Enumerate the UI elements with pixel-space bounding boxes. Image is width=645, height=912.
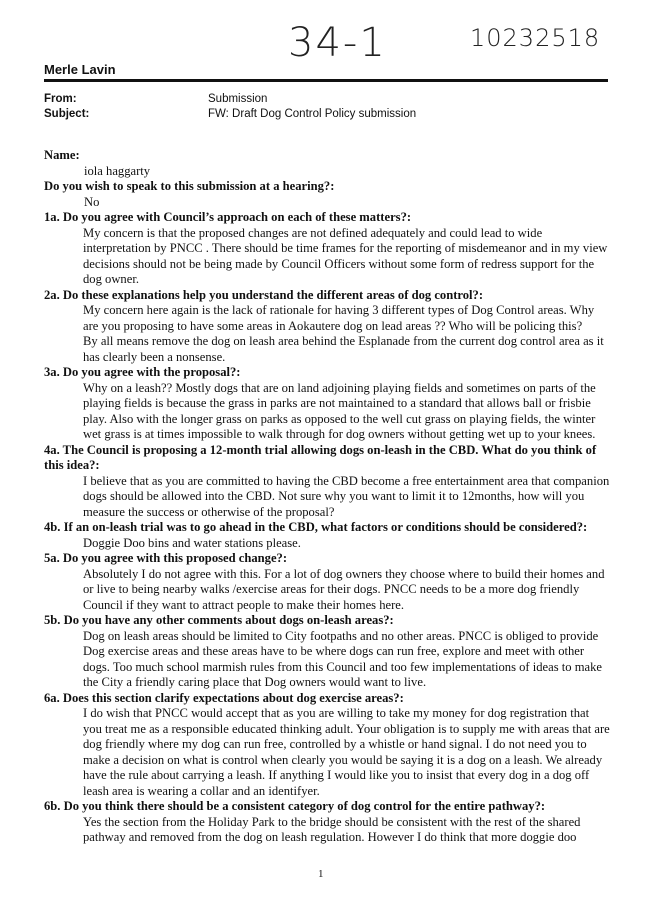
from-value: Submission (208, 93, 268, 105)
answer-paragraph: Why on a leash?? Mostly dogs that are on land adjoining playing fields and sometimes on parts of the playing fields is because the grass in parks are not maintained to a standard that allows ball or frisbie play. Also with the longer grass on parks as opposed to the well cut grass on playing fields, the winter wet grass is at times impossible to walk through for dog owners without getting wet up to your knees. (83, 380, 596, 441)
handwritten-reference-1: 34-1 (288, 20, 387, 66)
question-list (44, 210, 610, 846)
answer-paragraph: My concern here again is the lack of rationale for having 3 different types of Dog Control areas. Why are you proposing to have some areas in Aokautere dog on lead areas ?? Who will be policing this? (83, 303, 595, 333)
hearing-question: Do you wish to speak to this submission at a hearing?: (44, 179, 335, 193)
submission-body (44, 148, 610, 846)
subject-label: Subject: (44, 108, 90, 120)
handwritten-reference-2: 10232518 (470, 24, 601, 52)
question-heading: 6a. Does this section clarify expectations about dog exercise areas?: (44, 690, 404, 705)
answer-paragraph: I believe that as you are committed to having the CBD become a free entertainment area that companion dogs should be allowed into the CBD. Not sure why you want to limit it to 12months, how will you measure the success or otherwise of the proposal? (83, 473, 610, 519)
answer-paragraph: By all means remove the dog on leash area behind the Esplanade from the current dog control area as it has clearly been a nonsense. (83, 334, 604, 364)
page-number: 1 (318, 868, 324, 880)
question-heading: 6b. Do you think there should be a consistent category of dog control for the entire pathway?: (44, 799, 546, 813)
question-heading: 4b. If an on-leash trial was to go ahead in the CBD, what factors or conditions should be considered?: (44, 520, 588, 534)
email-author: Merle Lavin (44, 62, 116, 77)
hearing-answer: No (84, 194, 100, 209)
answer-paragraph: I do wish that PNCC would accept that as you are willing to take my money for dog registration that you treat me as a responsible educated thinking adult. Your obligation is to supply me with areas that are dog friendly where my dog can run free, controlled by a whistle or hand signal. I do not need you to make a decision on what is control when clearly you would be saying it is a dog on a leash. We already have the rule about carrying a leash. If anything I would like you to insist that every dog in a dog off leash area is wearing a collar and an identifyer. (83, 706, 610, 798)
answer-paragraph: Doggie Doo bins and water stations please. (83, 535, 301, 550)
subject-value: FW: Draft Dog Control Policy submission (208, 108, 417, 120)
question-heading: 5a. Do you agree with this proposed change?: (44, 551, 288, 565)
name-value: iola haggarty (84, 163, 151, 178)
header-rule (44, 79, 608, 82)
answer-paragraph: Absolutely I do not agree with this. For a lot of dog owners they choose where to build their homes and or live to being nearby walks /exercise areas for their dogs. PNCC needs to be a more dog friendly Council if they want to attract people to make their homes here. (83, 566, 605, 612)
question-heading: 3a. Do you agree with the proposal?: (44, 365, 241, 379)
answer-paragraph: My concern is that the proposed changes are not defined adequately and could lead to wide interpretation by PNCC . There should be time frames for the reporting of misdemeanor and in my view decisions should not be being made by Council Officers without some form of redress support for the dog owner. (83, 225, 608, 286)
name-label: Name: (44, 148, 80, 162)
question-heading: 5b. Do you have any other comments about dogs on-leash areas?: (44, 613, 394, 627)
question-heading: 4a. The Council is proposing a 12-month trial allowing dogs on-leash in the CBD. What do you think of this idea?: (44, 442, 597, 472)
from-label: From: (44, 93, 77, 105)
question-heading: 1a. Do you agree with Council’s approach on each of these matters?: (44, 210, 412, 224)
question-heading: 2a. Do these explanations help you understand the different areas of dog control?: (44, 287, 484, 302)
answer-paragraph: Dog on leash areas should be limited to City footpaths and no other areas. PNCC is obliged to provide Dog exercise areas and these areas have to be where dogs can run free, explore and meet with other dogs. Too much school marmish rules from this Council and too few implementations of ideas to make the City a friendly caring place that Dog owners would want to live. (83, 628, 602, 689)
answer-paragraph: Yes the section from the Holiday Park to the bridge should be consistent with the rest of the shared pathway and removed from the dog on leash regulation. However I do think that more doggie doo (83, 814, 581, 844)
